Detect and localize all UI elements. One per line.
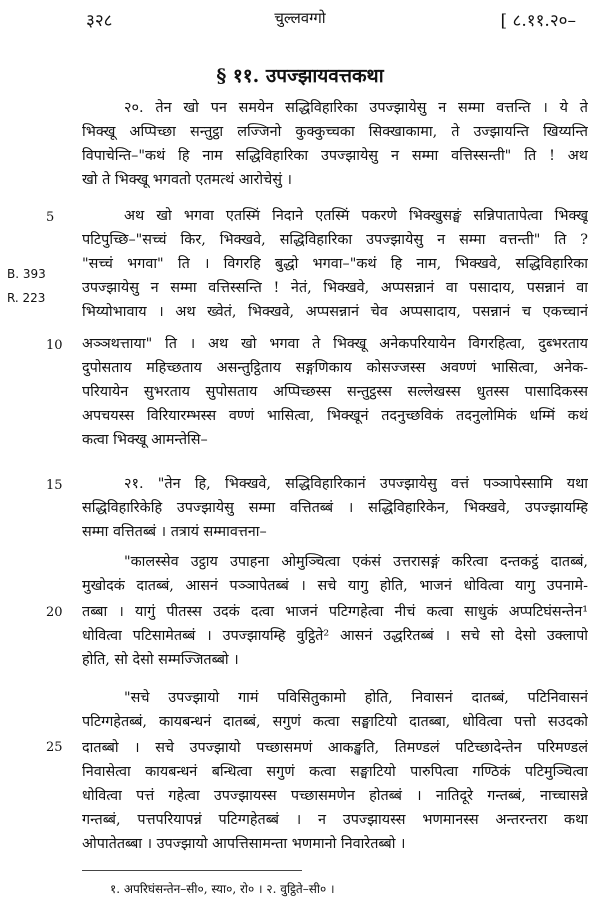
text-line: २१. "तेन हि, भिक्खवे, सद्धिविहारिकानं उपज्झायेसु वत्तं पञ्ञापेस्सामि यथा [124, 476, 588, 492]
text-line: "सचे उपज्झायो गामं पविसितुकामो होति, निवासनं दातब्बं, पटिनिवासनं [124, 690, 588, 706]
text-line: भिक्खू अप्पिच्छा सन्तुट्ठा लज्जिनो कुक्कुच्चका सिक्खाकामा, ते उज्झायन्ति खिय्यन्ति [82, 124, 588, 140]
text-line: पटिग्गहेतब्बं, कायबन्धनं दातब्बं, सगुणं कत्वा सङ्घाटियो दातब्बा, धोवित्वा पत्तो सउदको [82, 714, 588, 730]
text-line: सम्मा वत्तितब्बं । तत्रायं सम्मावत्तना– [82, 524, 267, 540]
text-line: भिय्योभावाय । अथ ख्वेतं, भिक्खवे, अप्पसन्नानं चेव अप्पसादाय, पसन्नानं च एकच्चानं [82, 304, 588, 320]
text-line: अपचयस्स विरियारम्भस्स वण्णं भासित्वा, भिक्खूनं तदनुच्छविकं तदनुलोमिकं धम्मिं कथं [82, 408, 588, 424]
text-line: अञ्ञथत्ताया" ति । अथ खो भगवा ते भिक्खू अनेकपरियायेन विगरहित्वा, दुब्भरताय [82, 336, 588, 352]
text-line: मुखोदकं दातब्बं, आसनं पञ्ञापेतब्बं । सचे यागु होति, भाजनं धोवित्वा यागु उपनामे- [82, 578, 588, 594]
footnote-divider [82, 870, 302, 871]
text-line: ओपातेतब्बा । उपज्झायो आपत्तिसामन्ता भणमानो निवारेतब्बो । [82, 836, 406, 852]
text-line: दातब्बो । सचे उपज्झायो पच्छासमणं आकङ्खति, तिमण्डलं पटिच्छादेन्तेन परिमण्डलं [82, 740, 588, 756]
footnote: १. अपरिघंसन्तेन–सी०, स्या०, रो० । २. वुट्ठिते–सी० । [110, 882, 335, 896]
text-line: "कालस्सेव उट्ठाय उपाहना ओमुञ्चित्वा एकंसं उत्तरासङ्गं करित्वा दन्तकट्ठं दातब्बं, [124, 554, 588, 570]
margin-ref-r: R. 223 [7, 291, 46, 305]
text-line: तब्बा । यागुं पीतस्स उदकं दत्वा भाजनं पटिग्गहेत्वा नीचं कत्वा साधुकं अप्पटिघंसन्तेन¹ [82, 604, 588, 620]
text-line: पटिपुच्छि–"सच्चं किर, भिक्खवे, सद्धिविहारिका उपज्झायेसु न सम्मा वत्तन्ती" ति ? [82, 232, 588, 248]
text-line: विपाचेन्ति–"कथं हि नाम सद्धिविहारिका उपज्झायेसु न सम्मा वत्तिस्सन्ती" ति ! अथ [82, 148, 588, 164]
running-title: चुल्लवग्गो [274, 9, 326, 27]
text-line: कत्वा भिक्खू आमन्तेसि– [82, 432, 208, 448]
text-line: निवासेत्वा कायबन्धनं बन्धित्वा सगुणं कत्वा सङ्घाटियो पारुपित्वा गण्ठिकं पटिमुञ्चित्वा [82, 764, 588, 780]
text-line: "सच्चं भगवा" ति । विगरहि बुद्धो भगवा–"कथं हि नाम, भिक्खवे, सद्धिविहारिका [82, 256, 588, 272]
text-line: उपज्झायेसु न सम्मा वत्तिस्सन्ति ! नेतं, भिक्खवे, अप्पसन्नानं वा पसादाय, पसन्नानं वा [82, 280, 588, 296]
text-line: गन्तब्बं, पत्तपरियापन्नं पटिग्गहेतब्बं । न उपज्झायस्स भणमानस्स अन्तरन्तरा कथा [82, 812, 588, 828]
text-line: धोवित्वा पटिसामेतब्बं । उपज्झायम्हि वुट्ठिते² आसनं उद्धरितब्बं । सचे सो देसो उक्लापो [82, 628, 588, 644]
section-reference: [ ८.११.२०– [500, 11, 576, 31]
line-number-25: 25 [46, 740, 63, 755]
section-title: § ११. उपज्झायवत्तकथा [216, 65, 384, 87]
text-line: परियायेन सुभरताय सुपोसताय अप्पिच्छस्स सन्तुट्ठस्स सल्लेखस्स धुतस्स पासादिकस्स [82, 384, 588, 400]
text-line: सद्धिविहारिकेहि उपज्झायेसु सम्मा वत्तितब्बं । सद्धिविहारिकेन, भिक्खवे, उपज्झायम्हि [82, 500, 588, 516]
text-line: अथ खो भगवा एतस्मिं निदाने एतस्मिं पकरणे भिक्खुसङ्घं सन्निपातापेत्वा भिक्खू [124, 208, 588, 224]
line-number-15: 15 [46, 478, 63, 493]
page-number: ३२८ [86, 11, 113, 31]
text-line: २०. तेन खो पन समयेन सद्धिविहारिका उपज्झायेसु न सम्मा वत्तन्ति । ये ते [124, 100, 588, 116]
line-number-10: 10 [46, 338, 63, 353]
line-number-5: 5 [46, 210, 55, 225]
text-line: खो ते भिक्खू भगवतो एतमत्थं आरोचेसुं । [82, 172, 293, 188]
line-number-20: 20 [46, 605, 63, 620]
text-line: धोवित्वा पत्तं गहेत्वा उपज्झायस्स पच्छासमणेन होतब्बं । नातिदूरे गन्तब्बं, नाच्चासन्ने [82, 788, 588, 804]
text-line: दुपोसताय महिच्छताय असन्तुट्ठिताय सङ्गणिकाय कोसज्जस्स अवण्णं भासित्वा, अनेक- [82, 360, 588, 376]
margin-ref-b: B. 393 [7, 267, 46, 281]
text-line: होति, सो देसो सम्मज्जितब्बो । [82, 652, 239, 668]
